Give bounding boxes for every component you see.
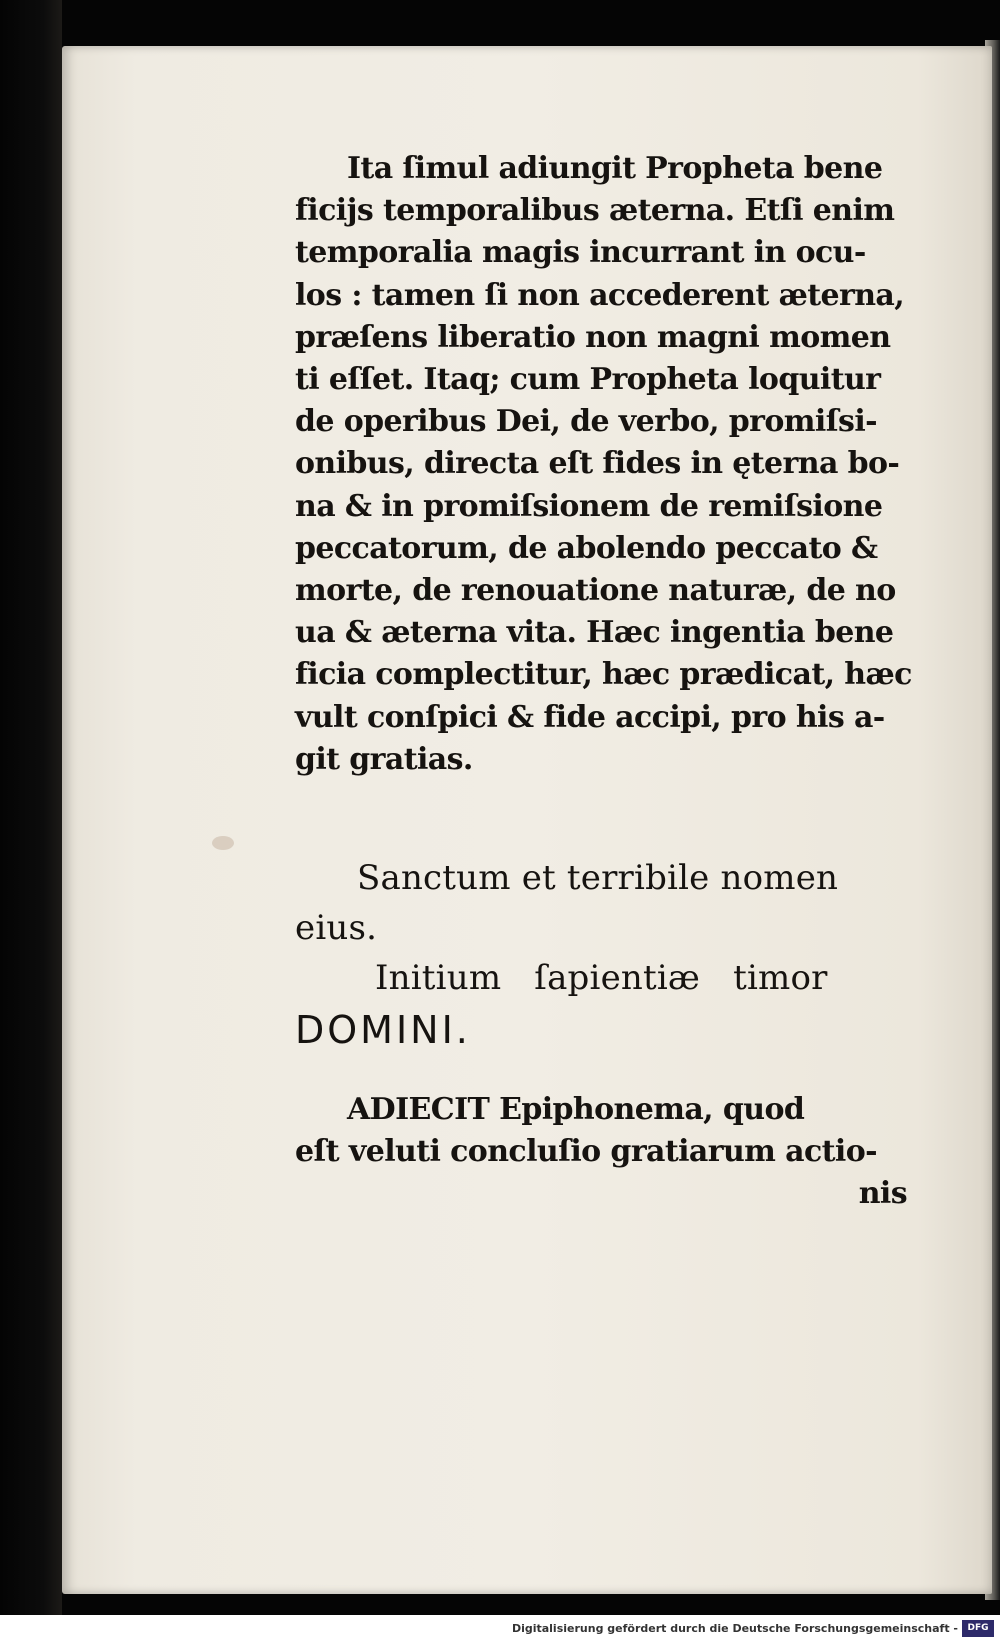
text-line: vult conſpici & fide accipi, pro his a- (295, 699, 885, 735)
text-line: ficijs temporalibus æterna. Etſi enim (295, 193, 895, 229)
verse-caps-line: DOMINI. (295, 1008, 471, 1053)
text-line: ADIECIT Epiphonema, quod (347, 1092, 805, 1128)
text-line: onibus, directa eſt fides in ęterna bo- (295, 446, 900, 482)
text-line: morte, de renouatione naturæ, de no (295, 573, 896, 609)
text-line: de operibus Dei, de verbo, promiſsi- (295, 404, 877, 440)
text-line: peccatorum, de abolendo peccato & (295, 530, 878, 566)
dfg-logo-icon: DFG (962, 1620, 994, 1637)
digitization-footer (0, 1615, 1000, 1643)
text-line: Ita ſimul adiungit Propheta bene (347, 151, 883, 186)
text-line: ficia complectitur, hæc prædicat, hæc (295, 657, 912, 693)
book-binding-edge (0, 0, 62, 1643)
paper-stain (212, 836, 234, 850)
paragraph-commentary (295, 148, 915, 781)
text-line: præſens liberatio non magni momen (295, 319, 891, 355)
spacer (295, 781, 915, 853)
verse-line: Initium ſapientiæ timor (375, 958, 828, 999)
catchword: nis (858, 1176, 907, 1212)
verse-sanctum (295, 853, 915, 953)
funding-notice: Digitalisierung gefördert durch die Deutsche Forschungsgemeinschaft - (511, 1622, 958, 1635)
paragraph-adiecit (295, 1089, 915, 1216)
spacer (295, 1057, 915, 1089)
text-line: ti eſſet. Itaq; cum Propheta loquitur (295, 362, 881, 398)
page-text (295, 148, 915, 1216)
text-line: temporalia magis incurrant in ocu- (295, 235, 866, 271)
text-line: los : tamen ſi non accederent æterna, (295, 277, 905, 313)
text-line: na & in promiſsionem de remiſsione (295, 488, 883, 524)
text-line: ua & æterna vita. Hæc ingentia bene (295, 615, 894, 651)
text-line: git gratias. (295, 741, 473, 777)
text-line: eſt veluti concluſio gratiarum actio- (295, 1134, 877, 1170)
verse-line: Sanctum et terribile nomen (357, 858, 839, 899)
verse-line: eius. (295, 908, 378, 949)
verse-initium (295, 953, 915, 1057)
